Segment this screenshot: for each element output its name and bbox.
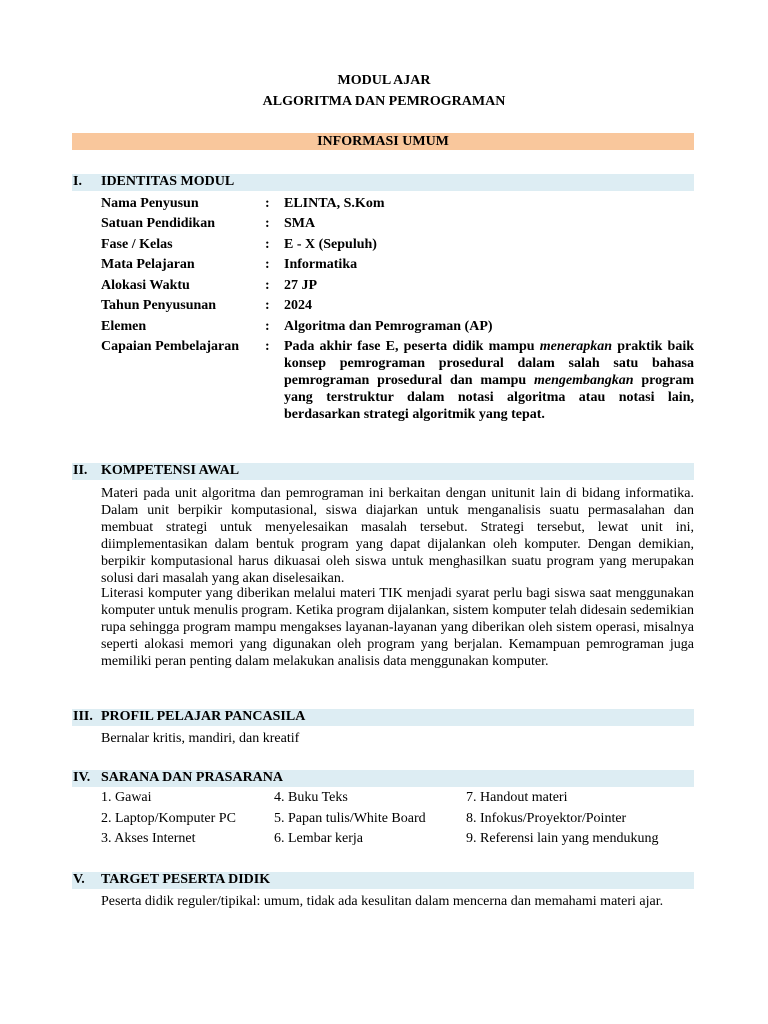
module-title: MODUL AJAR bbox=[337, 73, 431, 88]
identity-label: Elemen bbox=[101, 319, 147, 334]
capaian-text-part: praktik baik konsep pemrograman prosedural dalam salah satu bahasa pemrograman prosedural dan mampu bbox=[284, 339, 694, 388]
identity-value: ELINTA, S.Kom bbox=[284, 196, 385, 211]
sarana-item: 4. Buku Teks bbox=[274, 790, 348, 805]
kompetensi-paragraph-2: Literasi komputer yang diberikan melalui materi TIK menjadi syarat perlu bagi siswa saat menggunakan komputer untuk menulis program. Ketika program dijalankan, sistem komputer telah didesain sedemikian rupa sehingga program mampu mengakses layanan-layanan yang diberikan oleh sistem operasi, misalnya seperti alokasi memori yang digunakan oleh program yang berjalan. Kemampuan pemrograman juga memiliki peran penting dalam melakukan analisis data menggunakan komputer. bbox=[101, 586, 694, 669]
capaian-emphasis: mengembangkan bbox=[534, 373, 634, 388]
sarana-item: 2. Laptop/Komputer PC bbox=[101, 811, 236, 826]
identity-colon: : bbox=[265, 196, 270, 211]
identity-colon: : bbox=[265, 216, 270, 231]
capaian-text-part: program yang terstruktur dalam notasi algoritma atau notasi lain, berdasarkan strategi algoritmik yang tepat. bbox=[284, 373, 695, 422]
identity-colon: : bbox=[265, 339, 270, 354]
capaian-text-part: Pada akhir fase E, peserta didik mampu bbox=[284, 339, 540, 354]
identity-value: Algoritma dan Pemrograman (AP) bbox=[284, 319, 493, 334]
identity-value: E - X (Sepuluh) bbox=[284, 237, 377, 252]
identity-value: 2024 bbox=[284, 298, 312, 313]
identity-label: Satuan Pendidikan bbox=[101, 216, 215, 231]
kompetensi-paragraph-1: Materi pada unit algoritma dan pemrograman ini berkaitan dengan unitunit lain di bidang informatika. Dalam unit berpikir komputasional, siswa diajarkan untuk menganalisis suatu permasalahan dan membuat strategi untuk menyelesaikan masalah tersebut. Strategi tersebut, lewat unit ini, diimplementasikan dalam bentuk program yang dapat dijalankan oleh komputer. Dengan demikian, berpikir komputasional harus dikuasai oleh siswa untuk menghasilkan suatu program yang merupakan solusi dari masalah yang akan diselesaikan. bbox=[101, 486, 694, 586]
identity-label: Capaian Pembelajaran bbox=[101, 339, 240, 354]
sarana-item: 5. Papan tulis/White Board bbox=[274, 811, 426, 826]
identity-label: Tahun Penyusunan bbox=[101, 298, 217, 313]
profil-text: Bernalar kritis, mandiri, dan kreatif bbox=[101, 731, 300, 746]
section-title-target: TARGET PESERTA DIDIK bbox=[101, 872, 271, 887]
identity-label: Fase / Kelas bbox=[101, 237, 173, 252]
identity-label: Mata Pelajaran bbox=[101, 257, 195, 272]
module-subtitle: ALGORITMA DAN PEMROGRAMAN bbox=[262, 94, 506, 109]
section-title-kompetensi: KOMPETENSI AWAL bbox=[101, 463, 240, 478]
identity-colon: : bbox=[265, 319, 270, 334]
section-number-identitas: I. bbox=[73, 174, 82, 189]
identity-value: 27 JP bbox=[284, 278, 318, 293]
identity-colon: : bbox=[265, 237, 270, 252]
sarana-item: 7. Handout materi bbox=[466, 790, 568, 805]
target-text: Peserta didik reguler/tipikal: umum, tidak ada kesulitan dalam mencerna dan memahami materi ajar. bbox=[101, 894, 664, 909]
section-number-profil: III. bbox=[73, 709, 93, 724]
identity-colon: : bbox=[265, 298, 270, 313]
section-number-sarana: IV. bbox=[73, 770, 91, 785]
sarana-item: 8. Infokus/Proyektor/Pointer bbox=[466, 811, 627, 826]
section-number-kompetensi: II. bbox=[73, 463, 88, 478]
sarana-item: 6. Lembar kerja bbox=[274, 831, 364, 846]
section-number-target: V. bbox=[73, 872, 85, 887]
sarana-item: 9. Referensi lain yang mendukung bbox=[466, 831, 659, 846]
sarana-item: 3. Akses Internet bbox=[101, 831, 196, 846]
capaian-pembelajaran-text bbox=[284, 338, 694, 423]
capaian-emphasis: menerapkan bbox=[539, 339, 613, 354]
info-umum-heading: INFORMASI UMUM bbox=[317, 134, 449, 149]
section-title-profil: PROFIL PELAJAR PANCASILA bbox=[101, 709, 306, 724]
section-title-identitas: IDENTITAS MODUL bbox=[101, 174, 235, 189]
identity-colon: : bbox=[265, 278, 270, 293]
identity-label: Nama Penyusun bbox=[101, 196, 199, 211]
section-title-sarana: SARANA DAN PRASARANA bbox=[101, 770, 284, 785]
identity-value: SMA bbox=[284, 216, 316, 231]
sarana-item: 1. Gawai bbox=[101, 790, 152, 805]
identity-label: Alokasi Waktu bbox=[101, 278, 190, 293]
identity-colon: : bbox=[265, 257, 270, 272]
identity-value: Informatika bbox=[284, 257, 358, 272]
